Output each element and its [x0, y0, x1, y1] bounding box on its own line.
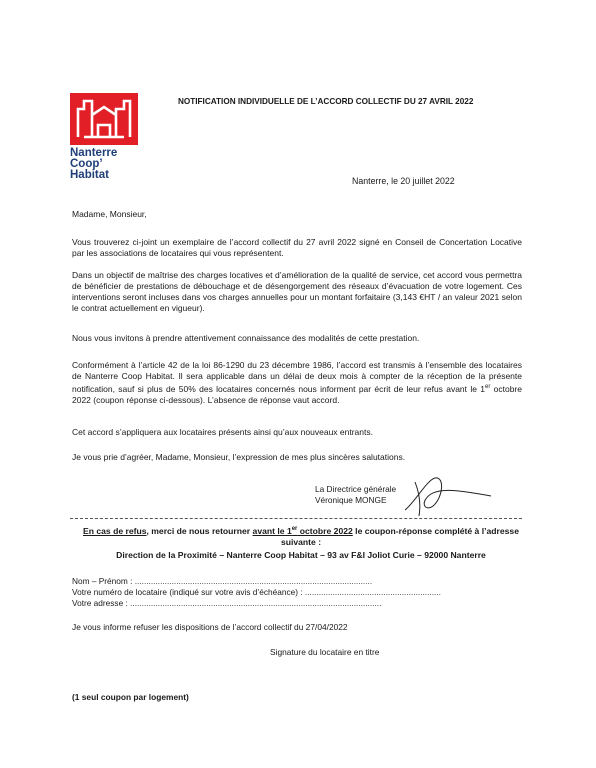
place-and-date: Nanterre, le 20 juillet 2022 — [352, 176, 455, 186]
paragraph-4-part-a: Conformément à l’article 42 de la loi 86-1290 du 23 décembre 1986, l’accord est transmis à l’ensemble des locataires de Nanterre Coop Habitat. Il sera applicable dans un délai de deux mois à compter de la réception de la présente notification, sauf si plus de 50% des locataires concernés nous informent par écrit de leur refus avant le 1 — [72, 360, 522, 394]
salutation: Madame, Monsieur, — [72, 209, 147, 219]
return-address: Direction de la Proximité – Nanterre Coop Habitat – 93 av F&I Joliot Curie – 92000 Nanterre — [116, 549, 486, 560]
tenant-number-field-label: Votre numéro de locataire (indiqué sur votre avis d’échéance) : — [72, 587, 303, 597]
coupon-instructions — [76, 524, 526, 561]
name-field-dots: ....................................................................................................... — [134, 576, 373, 586]
tenant-signature-label: Signature du locataire en titre — [270, 647, 380, 657]
nanterre-coop-habitat-logo — [70, 93, 142, 181]
building-logo-icon — [70, 93, 138, 145]
logo-line-1: Nanterre — [70, 147, 118, 159]
logo-line-3: Habitat — [70, 169, 109, 181]
paragraph-4-part-b: octobre 2022 (coupon réponse ci-dessous). L’absence de réponse vaut accord. — [72, 383, 522, 405]
paragraph-4 — [72, 360, 522, 406]
paragraph-4-superscript: er — [484, 384, 491, 390]
refusal-tail: le coupon-réponse complété à l’adresse suivante : — [280, 525, 519, 547]
refusal-deadline-b: octobre 2022 — [297, 525, 353, 536]
coupon-form — [72, 576, 441, 609]
signatory-role: La Directrice générale — [315, 484, 397, 494]
refusal-deadline-a: avant le 1 — [252, 525, 292, 536]
paragraph-3: Nous vous invitons à prendre attentivement connaissance des modalités de cette prestation. — [72, 333, 420, 343]
name-field-row[interactable] — [72, 576, 441, 587]
tenant-number-field-dots: ........................................................... — [304, 587, 441, 597]
logo-line-2: Coop’ — [70, 158, 103, 170]
paragraph-1: Vous trouverez ci-joint un exemplaire de l’accord collectif du 27 avril 2022 signé en Conseil de Concertation Locative par les associations de locataires qui vous représentent. — [72, 237, 522, 258]
refusal-statement: Je vous informe refuser les dispositions de l’accord collectif du 27/04/2022 — [72, 622, 348, 632]
address-field-label: Votre adresse : — [72, 598, 128, 608]
signatory-name: Véronique MONGE — [315, 495, 387, 505]
paragraph-6: Je vous prie d’agréer, Madame, Monsieur, l’expression de mes plus sincères salutations. — [72, 452, 406, 462]
coupon-refusal-line — [76, 524, 526, 548]
logo-wordmark — [70, 148, 142, 181]
paragraph-5: Cet accord s’appliquera aux locataires présents ainsi qu’aux nouveaux entrants. — [72, 427, 373, 437]
refusal-lead: En cas de refus — [82, 525, 147, 536]
handwritten-signature — [375, 472, 493, 520]
name-field-label: Nom – Prénom : — [72, 576, 133, 586]
paragraph-2: Dans un objectif de maîtrise des charges locatives et d’amélioration de la qualité de service, cet accord vous permettra de bénéficier de prestations de débouchage et de désengorgement des réseaux d’évacuation de votre logement. Ces interventions seront incluses dans vos charges annuelles pour un montant forfaitaire (3,143 €HT / an valeur 2021 selon le contrat actuellement en vigueur). — [72, 270, 522, 313]
coupon-cut-line — [70, 518, 522, 519]
tenant-number-field-row[interactable] — [72, 587, 441, 598]
refusal-deadline-sup: er — [291, 526, 298, 532]
address-field-dots: ............................................................................................................. — [130, 598, 382, 608]
document-title: NOTIFICATION INDIVIDUELLE DE L’ACCORD COLLECTIF DU 27 AVRIL 2022 — [178, 97, 474, 106]
refusal-deadline — [253, 526, 353, 536]
refusal-mid: , merci de nous retourner — [146, 525, 253, 536]
coupon-note: (1 seul coupon par logement) — [72, 692, 189, 702]
address-field-row[interactable] — [72, 598, 441, 609]
